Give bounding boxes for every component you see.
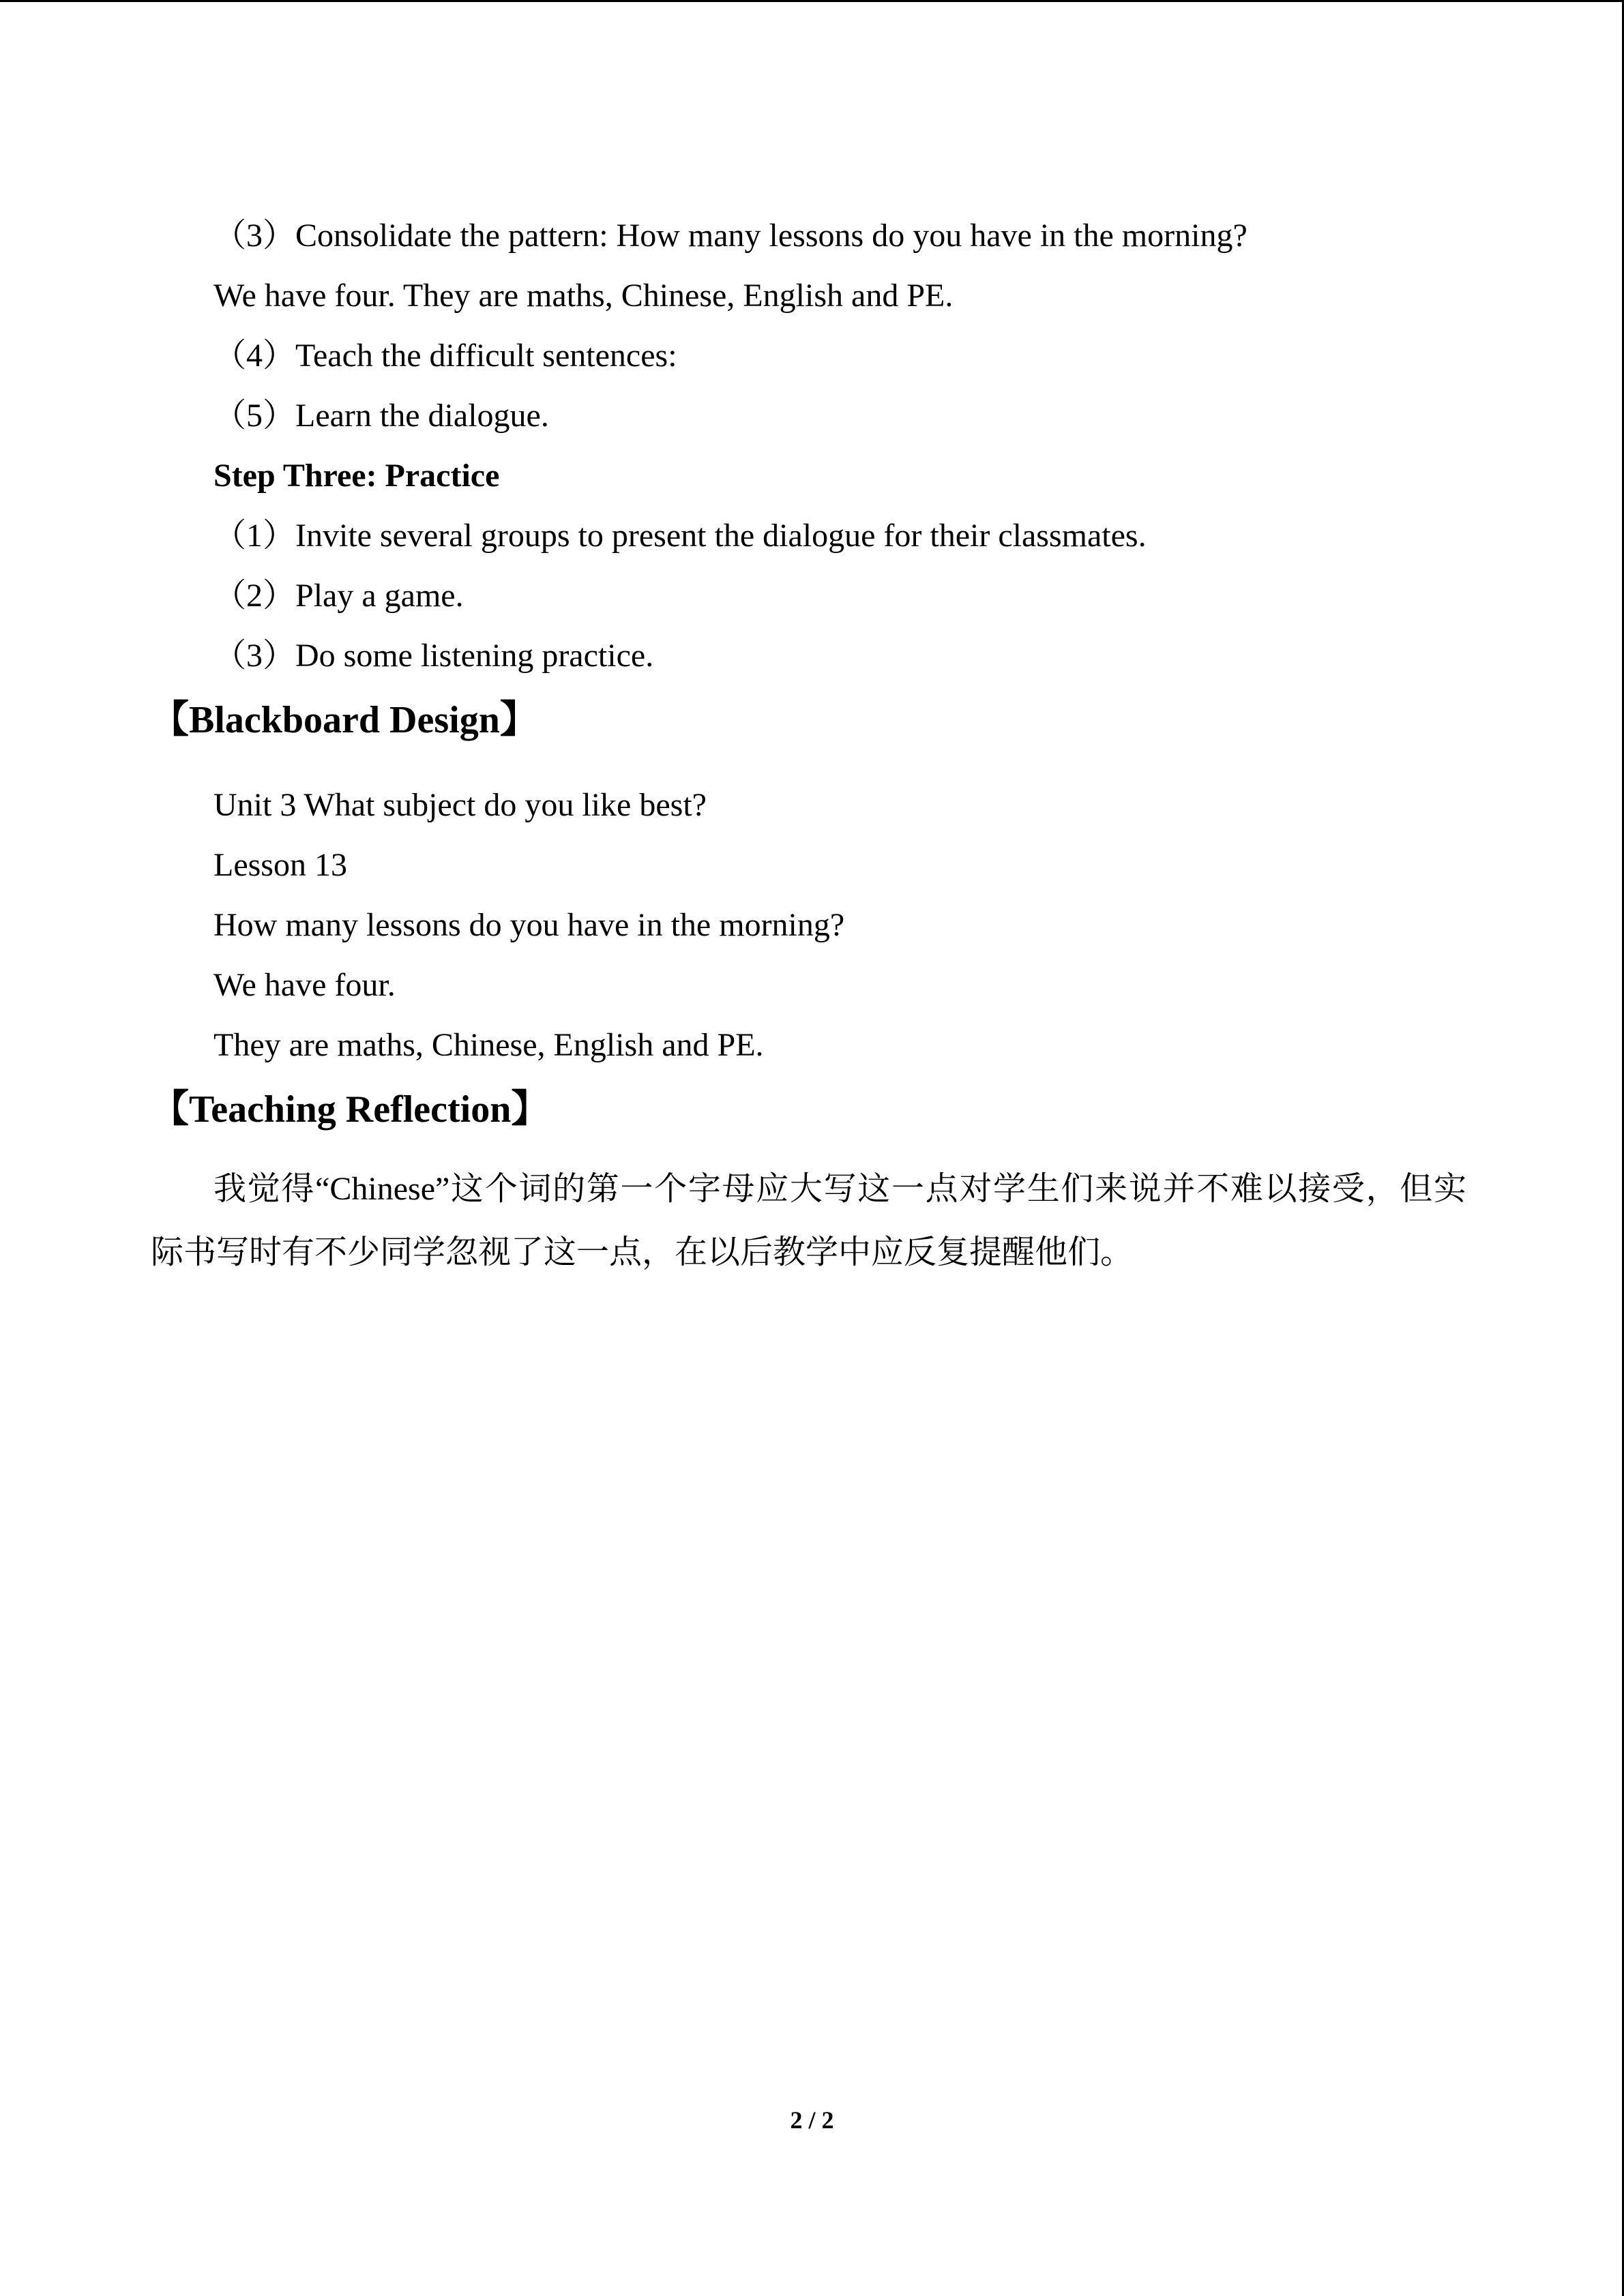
page-number: 2 / 2	[790, 2106, 834, 2134]
teaching-reflection-heading: 【Teaching Reflection】	[151, 1088, 550, 1131]
teaching-reflection-paragraph	[151, 1157, 1466, 1284]
step-three-item-play-game: （2）Play a game.	[213, 578, 464, 614]
step-item-learn-dialogue: （5）Learn the dialogue.	[213, 398, 549, 434]
blackboard-line-answer: We have four.	[213, 967, 396, 1003]
step-three-item-listening-practice: （3）Do some listening practice.	[213, 638, 654, 674]
step-item-teach-sentences: （4）Teach the difficult sentences:	[213, 338, 677, 374]
step-three-heading: Step Three: Practice	[213, 458, 500, 494]
blackboard-line-unit-title: Unit 3 What subject do you like best?	[213, 787, 707, 823]
blackboard-design-heading: 【Blackboard Design】	[151, 699, 538, 741]
step-three-item-present-dialogue: （1）Invite several groups to present the dialogue for their classmates.	[213, 518, 1147, 554]
blackboard-line-question: How many lessons do you have in the morning?	[213, 907, 845, 943]
document-body	[151, 206, 1473, 1284]
blackboard-line-lesson: Lesson 13	[213, 847, 347, 883]
blackboard-design-content	[151, 775, 1473, 1075]
step-item-consolidate-pattern: （3）Consolidate the pattern: How many lessons do you have in the morning?	[213, 218, 1247, 254]
step-item-example-answer: We have four. They are maths, Chinese, English and PE.	[213, 278, 954, 314]
reflection-line: 际书写时有不少同学忽视了这一点，在以后教学中应反复提醒他们。	[151, 1234, 1134, 1270]
blackboard-line-subjects: They are maths, Chinese, English and PE.	[213, 1027, 764, 1063]
reflection-line: 我觉得“Chinese”这个词的第一个字母应大写这一点对学生们来说并不难以接受，但实	[213, 1171, 1466, 1207]
